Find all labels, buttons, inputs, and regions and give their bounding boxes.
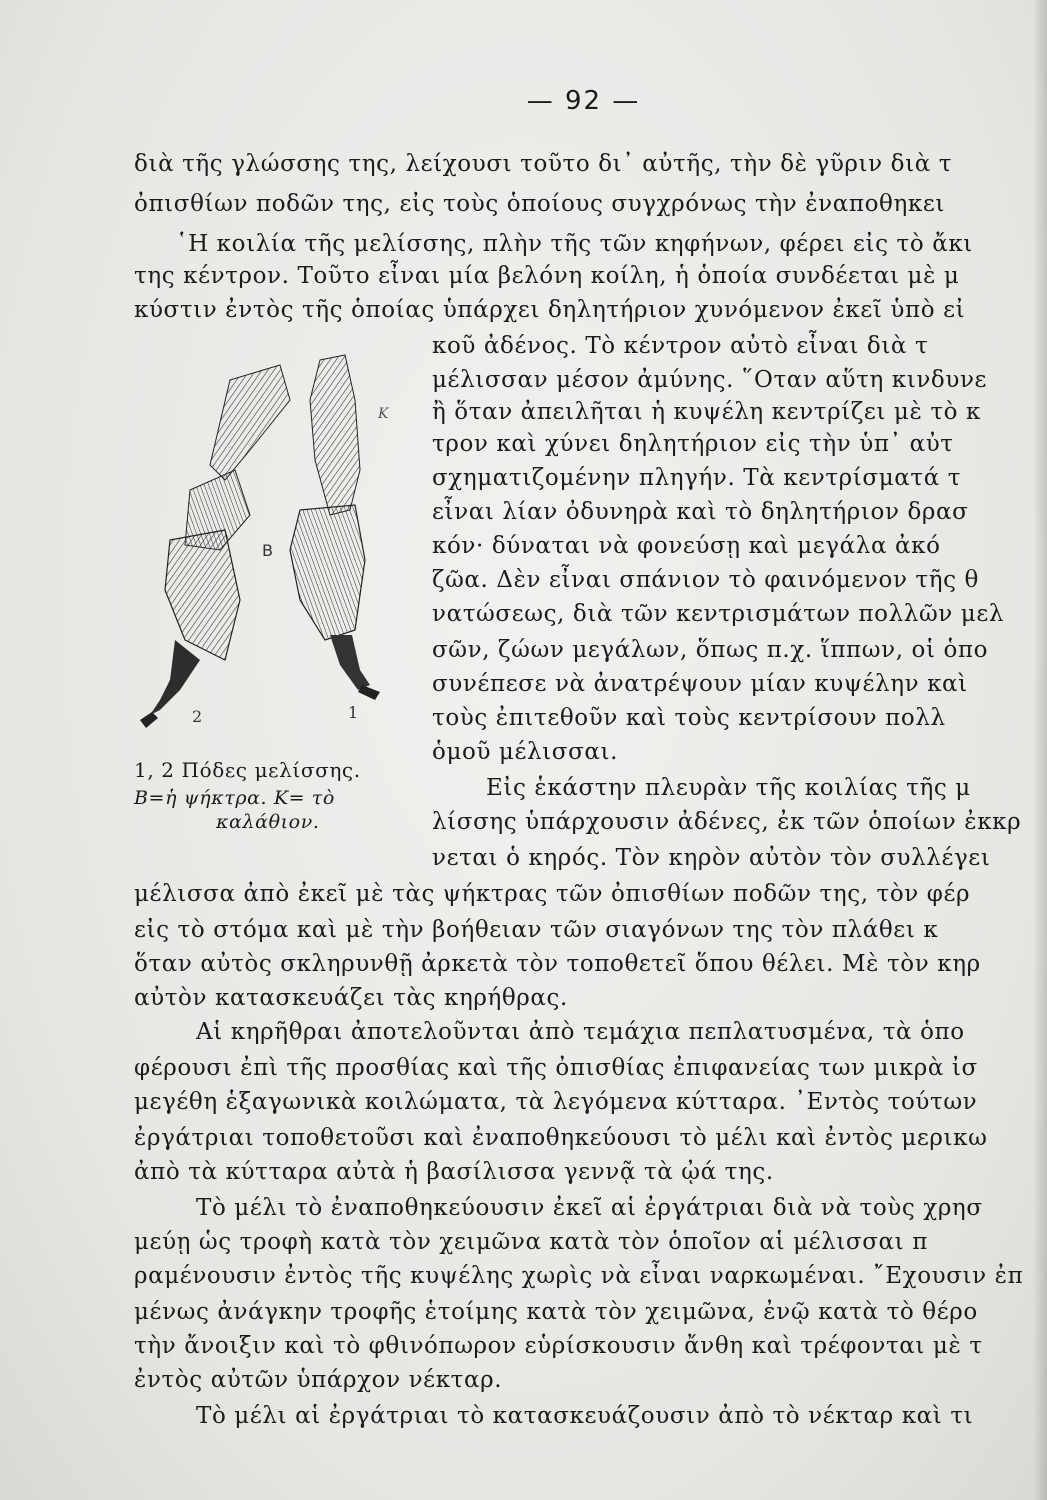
text-line: Τὸ μέλι τὸ ἐναποθηκεύουσιν ἐκεῖ αἱ ἐργάτριαι διὰ νὰ τοὺς χρησ [196, 1195, 983, 1221]
text-line: συνέπεσε νὰ ἀνατρέψουν μίαν κυψέλην καὶ [432, 671, 968, 697]
text-line: ῾Η κοιλία τῆς μελίσσης, πλὴν τῆς τῶν κηφήνων, φέρει εἰς τὸ ἄκι [176, 231, 973, 257]
figure-caption-line: B=ἡ ψήκτρα. K= τὸ [134, 787, 335, 809]
text-line: μένως ἀνάγκην τροφῆς ἑτοίμης κατὰ τὸν χειμῶνα, ἐνῷ κατὰ τὸ θέρο [134, 1299, 978, 1325]
text-line: τοὺς ἐπιτεθοῦν καὶ τοὺς κεντρίσουν πολλ [432, 705, 946, 731]
bee-legs-figure [130, 340, 420, 750]
page-edge-shadow [1033, 0, 1047, 1500]
text-line: ραμένουσιν ἐντὸς τῆς κυψέλης χωρὶς νὰ εἶναι ναρκωμέναι. ῎Εχουσιν ἐπ [134, 1263, 1024, 1289]
page-number: — 92 — [526, 86, 641, 116]
figure-caption-line: καλάθιον. [216, 811, 320, 833]
text-line: λίσσης ὑπάρχουσιν ἀδένες, ἐκ τῶν ὁποίων ἐκκρ [432, 809, 1022, 835]
text-line: ἀπὸ τὰ κύτταρα αὐτὰ ἡ βασίλισσα γεννᾷ τὰ ᾠά της. [134, 1159, 774, 1185]
text-line: Αἱ κηρῆθραι ἀποτελοῦνται ἀπὸ τεμάχια πεπλατυσμένα, τὰ ὁπο [196, 1019, 965, 1045]
leg-1-drawing [290, 355, 380, 700]
text-line: μέλισσαν μέσον ἀμύνης. ῞Οταν αὕτη κινδυνε [432, 367, 988, 393]
text-line: ἐργάτριαι τοποθετοῦσι καὶ ἐναποθηκεύουσι τὸ μέλι καὶ ἐντὸς μερικω [134, 1125, 988, 1151]
text-line: εἰς τὸ στόμα καὶ μὲ τὴν βοήθειαν τῶν σιαγόνων της τὸν πλάθει κ [134, 917, 939, 943]
text-line: κοῦ ἀδένος. Τὸ κέντρον αὐτὸ εἶναι διὰ τ [432, 333, 929, 359]
text-line: κύστιν ἐντὸς τῆς ὁποίας ὑπάρχει δηλητήριον χυνόμενον ἐκεῖ ὑπὸ εἰ [134, 297, 966, 323]
text-line: σῶν, ζώων μεγάλων, ὅπως π.χ. ἵππων, οἱ ὁπο [432, 637, 989, 663]
figure-label-b: B [262, 541, 273, 560]
text-line: ὅταν αὐτὸς σκληρυνθῇ ἀρκετὰ τὸν τοποθετεῖ ὅπου θέλει. Μὲ τὸν κηρ [134, 951, 981, 977]
text-line: μεύῃ ὡς τροφὴ κατὰ τὸν χειμῶνα κατὰ τὸν ὁποῖον αἱ μέλισσαι π [134, 1229, 928, 1255]
text-line: Εἰς ἑκάστην πλευρὰν τῆς κοιλίας τῆς μ [486, 775, 971, 801]
text-line: νεται ὁ κηρός. Τὸν κηρὸν αὐτὸν τὸν συλλέγει [432, 845, 991, 871]
figure-label-1: 1 [348, 703, 359, 722]
text-line: ὀπισθίων ποδῶν της, εἰς τοὺς ὁποίους συγχρόνως τὴν ἐναποθηκει [134, 191, 945, 217]
figure-caption-line: 1, 2 Πόδες μελίσσης. [134, 758, 361, 782]
text-line: κόν· δύναται νὰ φονεύσῃ καὶ μεγάλα ἀκό [432, 533, 941, 559]
figure-label-k: K [378, 406, 389, 422]
text-line: μεγέθη ἑξαγωνικὰ κοιλώματα, τὰ λεγόμενα κύτταρα. ᾿Εντὸς τούτων [134, 1089, 978, 1115]
text-line: σχηματιζομένην πληγήν. Τὰ κεντρίσματά τ [432, 465, 962, 491]
text-line: Τὸ μέλι αἱ ἐργάτριαι τὸ κατασκευάζουσιν ἀπὸ τὸ νέκταρ καὶ τι [196, 1403, 974, 1429]
text-line: διὰ τῆς γλώσσης της, λείχουσι τοῦτο δι᾽ αὐτῆς, τὴν δὲ γῦριν διὰ τ [134, 151, 953, 177]
text-line: τρον καὶ χύνει δηλητήριον εἰς τὴν ὑπ᾽ αὐτ [432, 431, 954, 457]
text-line: ζῶα. Δὲν εἶναι σπάνιον τὸ φαινόμενον τῆς θ [432, 567, 979, 593]
text-line: ἐντὸς αὐτῶν ὑπάρχον νέκταρ. [134, 1367, 503, 1393]
text-line: αὐτὸν κατασκευάζει τὰς κηρήθρας. [134, 985, 568, 1011]
text-line: ἢ ὅταν ἀπειλῆται ἡ κυψέλη κεντρίζει μὲ τὸ κ [432, 399, 981, 425]
text-line: ὁμοῦ μέλισσαι. [432, 739, 619, 765]
text-line: μέλισσα ἀπὸ ἐκεῖ μὲ τὰς ψήκτρας τῶν ὀπισθίων ποδῶν της, τὸν φέρ [134, 881, 971, 907]
bee-legs-illustration [130, 340, 420, 750]
text-line: εἶναι λίαν ὀδυνηρὰ καὶ τὸ δηλητήριον δρασ [432, 499, 969, 525]
figure-label-2: 2 [192, 707, 203, 726]
text-line: τὴν ἄνοιξιν καὶ τὸ φθινόπωρον εὑρίσκουσιν ἄνθη καὶ τρέφονται μὲ τ [134, 1333, 983, 1359]
text-line: της κέντρον. Τοῦτο εἶναι μία βελόνη κοίλη, ἡ ὁποία συνδέεται μὲ μ [134, 263, 960, 289]
text-line: νατώσεως, διὰ τῶν κεντρισμάτων πολλῶν μελ [432, 601, 1005, 627]
text-line: φέρουσι ἐπὶ τῆς προσθίας καὶ τῆς ὀπισθίας ἐπιφανείας των μικρὰ ἰσ [134, 1055, 978, 1081]
